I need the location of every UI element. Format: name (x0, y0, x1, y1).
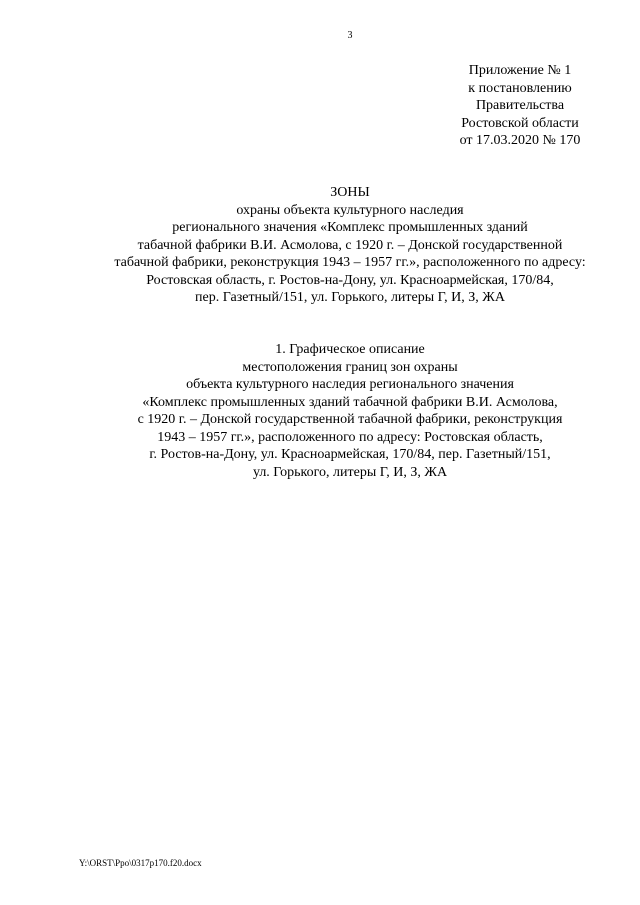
title-line: табачной фабрики, реконструкция 1943 – 1957 гг.», расположенного по адресу: (114, 255, 586, 270)
title-line: пер. Газетный/151, ул. Горького, литеры Г, И, З, ЖА (195, 290, 505, 305)
section-line: ул. Горького, литеры Г, И, З, ЖА (252, 464, 448, 480)
title-line: табачной фабрики В.И. Асмолова, с 1920 г. – Донской государственной (137, 237, 563, 253)
appendix-line: Ростовской области (461, 115, 579, 131)
page-number: 3 (347, 30, 353, 41)
appendix-line: Приложение № 1 (468, 63, 572, 78)
footer-file-path: Y:\ORST\Ppo\0317p170.f20.docx (79, 858, 202, 868)
title-line: охраны объекта культурного наследия (236, 202, 464, 218)
document-title (0, 184, 640, 307)
appendix-line: к постановлению (468, 80, 572, 96)
section-line: объекта культурного наследия регионального значения (186, 377, 514, 392)
section-heading (0, 341, 640, 481)
title-heading: ЗОНЫ (330, 185, 370, 200)
title-line: Ростовская область, г. Ростов-на-Дону, ул. Красноармейская, 170/84, (146, 272, 554, 288)
section-line: с 1920 г. – Донской государственной табачной фабрики, реконструкция (137, 412, 563, 427)
appendix-line: от 17.03.2020 № 170 (459, 133, 581, 148)
section-line: «Комплекс промышленных зданий табачной фабрики В.И. Асмолова, (142, 394, 558, 410)
appendix-line: Правительства (475, 98, 565, 113)
section-line: 1943 – 1957 гг.», расположенного по адресу: Ростовская область, (157, 429, 543, 445)
title-line: регионального значения «Комплекс промышленных зданий (172, 220, 528, 235)
appendix-reference (430, 62, 610, 150)
section-line: местоположения границ зон охраны (242, 359, 458, 375)
section-line: 1. Графическое описание (275, 342, 425, 357)
section-line: г. Ростов-на-Дону, ул. Красноармейская, 170/84, пер. Газетный/151, (149, 447, 551, 462)
